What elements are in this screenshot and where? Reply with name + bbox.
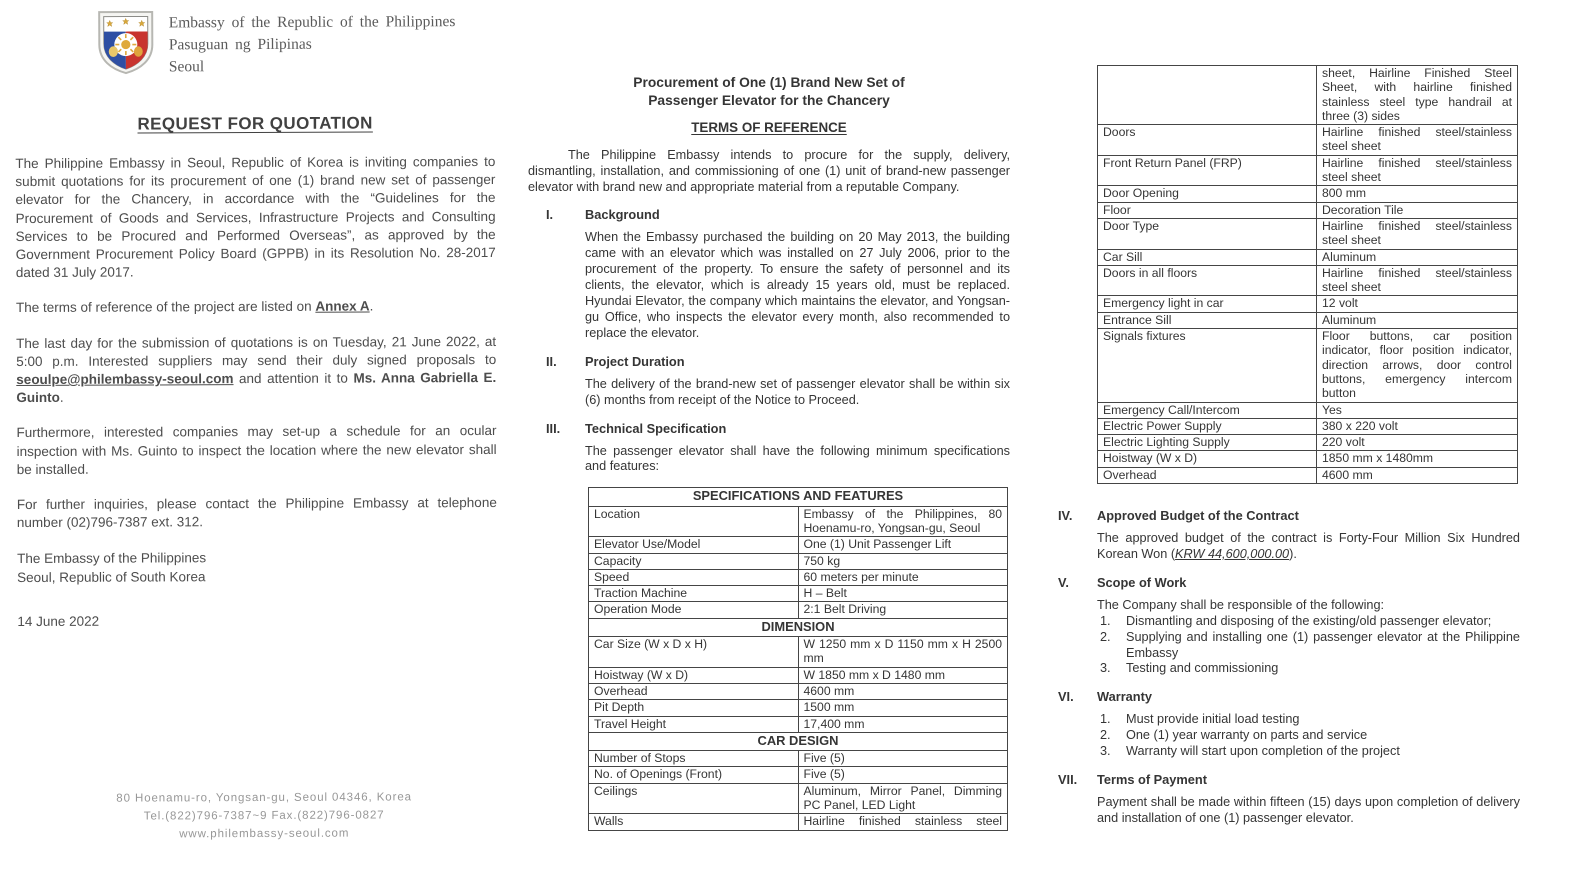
spec-label-cell: Electric Lighting Supply (1098, 435, 1317, 451)
scope-list-item (1100, 614, 1520, 630)
paragraph-text: and attention it to (233, 370, 354, 387)
table-row (1098, 202, 1518, 218)
section-title: Warranty (1097, 689, 1152, 705)
table-row (1098, 155, 1518, 186)
spec-label-cell: Elevator Use/Model (589, 537, 799, 553)
table-row (589, 618, 1008, 636)
spec-value-cell: Decoration Tile (1317, 202, 1518, 218)
spec-value-cell: 17,400 mm (798, 716, 1008, 732)
spec-label-cell: Ceilings (589, 783, 799, 814)
section-title: Technical Specification (585, 420, 727, 436)
table-section-header: CAR DESIGN (589, 732, 1008, 750)
tor-subtitle: TERMS OF REFERENCE (691, 120, 847, 135)
spec-label-cell: Floor (1098, 202, 1317, 218)
table-row (589, 553, 1008, 569)
spec-label-cell (1098, 66, 1317, 125)
table-row (1098, 186, 1518, 202)
list-item-text: Dismantling and disposing of the existing/old passenger elevator; (1126, 613, 1492, 628)
tor-title-line-2: Passenger Elevator for the Chancery (648, 93, 890, 108)
spec-value-cell: W 1850 mm x D 1480 mm (798, 667, 1008, 683)
section-body-technical-specification: The passenger elevator shall have the following minimum specifications and features: (585, 443, 1010, 474)
list-item-text: Warranty will start upon completion of the project (1126, 744, 1400, 759)
section-title: Project Duration (585, 353, 685, 369)
paragraph-submission-deadline (16, 333, 496, 408)
spec-value-cell: 2:1 Belt Driving (798, 602, 1008, 618)
section-title: Scope of Work (1097, 574, 1187, 590)
spec-value-cell: 4600 mm (1317, 467, 1518, 483)
section-heading-approved-budget (1058, 508, 1520, 524)
budget-text: ). (1289, 546, 1297, 561)
spec-value-cell: 800 mm (1317, 186, 1518, 202)
spec-label-cell: Doors in all floors (1098, 265, 1317, 296)
document-date: 14 June 2022 (17, 614, 100, 630)
spec-label-cell: Hoistway (W x D) (589, 667, 799, 683)
table-row (589, 637, 1008, 668)
table-row (589, 814, 1008, 830)
spec-value-cell: W 1250 mm x D 1150 mm x H 2500 mm (798, 637, 1008, 668)
table-row (589, 569, 1008, 585)
spec-value-cell: 380 x 220 volt (1317, 418, 1518, 434)
spec-value-cell: Hairline finished stainless steel (798, 814, 1008, 830)
paragraph-text: . (369, 298, 374, 314)
section-body-background: When the Embassy purchased the building on 20 May 2013, the building came with an elevator which was installed on 27 July 2006, prior to the procurement of the property. To ensure the safety of personnel and its clients, the elevator, which is already 15 years old, must be replaced. Hyundai Elevator, the company which maintains the elevator, and Yongsan-gu Office, who inspects the elevator every month, also recommended to replace the elevator. (585, 230, 1010, 340)
budget-text: The approved budget of the contract is Forty-Four Million Six Hundred Korean Won ( (1097, 531, 1520, 561)
paragraph-text: . (59, 390, 64, 406)
signature-line-2: Seoul, Republic of South Korea (17, 569, 206, 586)
spec-label-cell: Front Return Panel (FRP) (1098, 155, 1317, 186)
spec-value-cell: Five (5) (798, 751, 1008, 767)
spec-value-cell: 1850 mm x 1480mm (1317, 451, 1518, 467)
spec-value-cell: Floor buttons, car position indicator, floor position indicator, direction arrows, door control buttons, emergency intercom button (1317, 329, 1518, 402)
table-row (1098, 265, 1518, 296)
list-item-number: 3. (1100, 744, 1111, 759)
table-row (1098, 125, 1518, 156)
spec-label-cell: Signals fixtures (1098, 329, 1317, 402)
tor-title-line-1: Procurement of One (1) Brand New Set of (633, 75, 905, 90)
spec-label-cell: Number of Stops (589, 751, 799, 767)
spec-label-cell: Overhead (589, 683, 799, 699)
spec-label-cell: Travel Height (589, 716, 799, 732)
section-number: VI. (1058, 689, 1074, 705)
table-row (1098, 467, 1518, 483)
table-section-header: SPECIFICATIONS AND FEATURES (589, 488, 1008, 506)
spec-value-cell: Hairline finished steel/stainless steel sheet (1317, 125, 1518, 156)
footer-website: www.philembassy-seoul.com (179, 827, 350, 841)
list-item-number: 2. (1100, 728, 1111, 743)
spec-value-cell: Hairline finished steel/stainless steel sheet (1317, 155, 1518, 186)
list-item-text: Must provide initial load testing (1126, 712, 1300, 727)
page-request-for-quotation (9, 0, 504, 841)
letterhead (95, 7, 501, 79)
spec-label-cell: Door Type (1098, 218, 1317, 249)
spec-label-cell: Operation Mode (589, 602, 799, 618)
spec-label-cell: Traction Machine (589, 586, 799, 602)
table-section-header: DIMENSION (589, 618, 1008, 636)
table-row (1098, 249, 1518, 265)
page-specifications-continued (1058, 0, 1520, 827)
list-item-number: 1. (1100, 712, 1111, 727)
section-title: Background (585, 207, 660, 223)
warranty-list-item (1100, 744, 1520, 760)
paragraph-ocular-inspection: Furthermore, interested companies may set-up a schedule for an ocular inspection with Ms. Guinto to inspect the location where the new elevator shall be installed. (16, 423, 497, 477)
spec-label-cell: Walls (589, 814, 799, 830)
table-row (589, 537, 1008, 553)
contact-person-name: Ms. Anna Gabriella E. Guinto (16, 369, 497, 406)
paragraph-invitation: The Philippine Embassy in Seoul, Republic of Korea is inviting companies to submit quotations for its procurement of one (1) brand new set of passenger elevator for the Chancery, in accordance with the “Guidelines for the Procurement of Goods and Services, Infrastructure Projects and Consulting Services to be Procured and Performed Overseas”, as approved by the Government Procurement Policy Board (GPPB) in its Resolution No. 28-2017 dated 31 July 2017. (15, 153, 496, 281)
spec-value-cell: Yes (1317, 402, 1518, 418)
warranty-list-item (1100, 728, 1520, 744)
signature-line-1: The Embassy of the Philippines (17, 550, 207, 567)
spec-label-cell: Electric Power Supply (1098, 418, 1317, 434)
section-number: I. (546, 207, 554, 223)
list-item-number: 1. (1100, 613, 1111, 628)
section-heading-project-duration (546, 354, 1010, 370)
tor-title (528, 74, 1010, 110)
tor-intro-paragraph: The Philippine Embassy intends to procure for the supply, delivery, dismantling, installation, and commissioning of one (1) unit of brand-new passenger elevator with brand new and appropriate material from a reputable Company. (528, 148, 1010, 194)
spec-value-cell: Hairline finished steel/stainless steel sheet (1317, 218, 1518, 249)
paragraph-text: The last day for the submission of quotations is on Tuesday, 21 June 2022, at 5:00 p.m. Interested suppliers may send their duly signed proposals to (16, 333, 497, 369)
section-body-project-duration: The delivery of the brand-new set of passenger elevator shall be within six (6) months from receipt of the Notice to Proceed. (585, 376, 1010, 407)
list-item-number: 2. (1100, 629, 1111, 644)
specifications-table-continued (1097, 65, 1518, 484)
section-title: Terms of Payment (1097, 772, 1207, 788)
table-row (589, 506, 1008, 537)
section-heading-warranty (1058, 689, 1520, 705)
section-body-approved-budget (1097, 531, 1520, 563)
spec-value-cell: 750 kg (798, 553, 1008, 569)
footer-address: 80 Hoenamu-ro, Yongsan-gu, Seoul 04346, Korea (116, 791, 412, 805)
annex-a-reference: Annex A (315, 298, 370, 315)
specifications-table (588, 487, 1008, 830)
email-address: seoulpe@philembassy-seoul.com (16, 371, 234, 388)
section-heading-terms-of-payment (1058, 772, 1520, 788)
table-row (589, 783, 1008, 814)
table-row (589, 767, 1008, 783)
table-row (1098, 435, 1518, 451)
spec-label-cell: Overhead (1098, 467, 1317, 483)
table-row (589, 700, 1008, 716)
table-row (589, 488, 1008, 506)
spec-label-cell: Capacity (589, 553, 799, 569)
section-heading-technical-specification (546, 421, 1010, 437)
spec-label-cell: Door Opening (1098, 186, 1317, 202)
spec-value-cell: Five (5) (798, 767, 1008, 783)
paragraph-further-inquiries: For further inquiries, please contact the Philippine Embassy at telephone number (02)796-7387 ext. 312. (16, 494, 497, 531)
philippine-coat-of-arms-logo (95, 8, 157, 74)
spec-value-cell: One (1) Unit Passenger Lift (798, 537, 1008, 553)
spec-value-cell: Aluminum, Mirror Panel, Dimming PC Panel, LED Light (798, 783, 1008, 814)
paragraph-terms-of-reference (16, 297, 496, 317)
letterhead-text (169, 7, 456, 78)
section-heading-background (546, 207, 1010, 223)
page-footer (24, 788, 504, 844)
table-row (589, 586, 1008, 602)
embassy-name-filipino: Pasuguan ng Pilipinas (168, 35, 312, 54)
spec-label-cell: No. of Openings (Front) (589, 767, 799, 783)
paragraph-text: The terms of reference of the project are listed on (15, 299, 316, 316)
table-row (1098, 312, 1518, 328)
embassy-name-english: Embassy of the Republic of the Philippines (168, 13, 456, 32)
spec-value-cell: 1500 mm (798, 700, 1008, 716)
spec-label-cell: Hoistway (W x D) (1098, 451, 1317, 467)
table-row (589, 683, 1008, 699)
scope-list-item (1100, 630, 1520, 662)
spec-value-cell: Aluminum (1317, 249, 1518, 265)
section-heading-scope-of-work (1058, 575, 1520, 591)
spec-label-cell: Car Sill (1098, 249, 1317, 265)
table-row (589, 716, 1008, 732)
spec-value-cell: 60 meters per minute (798, 569, 1008, 585)
spec-value-cell: 220 volt (1317, 435, 1518, 451)
spec-label-cell: Car Size (W x D x H) (589, 637, 799, 668)
spec-value-cell: Embassy of the Philippines, 80 Hoenamu-ro, Yongsan-gu, Seoul (798, 506, 1008, 537)
table-row (1098, 418, 1518, 434)
table-row (1098, 402, 1518, 418)
budget-amount: KRW 44,600,000.00 (1175, 546, 1290, 561)
spec-label-cell: Pit Depth (589, 700, 799, 716)
spec-value-cell: sheet, Hairline Finished Steel Sheet, with hairline finished stainless steel type handrail at three (3) sides (1317, 66, 1518, 125)
warranty-list-item (1100, 712, 1520, 728)
spec-label-cell: Emergency light in car (1098, 296, 1317, 312)
scope-list-item (1100, 661, 1520, 677)
table-row (1098, 66, 1518, 125)
section-number: II. (546, 353, 557, 369)
table-row (1098, 451, 1518, 467)
table-row (589, 732, 1008, 750)
table-row (589, 667, 1008, 683)
spec-value-cell: H – Belt (798, 586, 1008, 602)
spec-value-cell: 12 volt (1317, 296, 1518, 312)
section-number: V. (1058, 574, 1069, 590)
list-item-text: Testing and commissioning (1126, 661, 1279, 676)
scope-lead-text: The Company shall be responsible of the following: (1097, 597, 1385, 612)
list-item-text: One (1) year warranty on parts and service (1126, 728, 1368, 743)
section-number: VII. (1058, 772, 1078, 788)
table-row (1098, 329, 1518, 402)
table-row (1098, 296, 1518, 312)
signature-block (17, 547, 497, 587)
page-title: REQUEST FOR QUOTATION (137, 113, 373, 134)
spec-label-cell: Emergency Call/Intercom (1098, 402, 1317, 418)
table-row (589, 602, 1008, 618)
spec-value-cell: 4600 mm (798, 683, 1008, 699)
page-terms-of-reference (528, 0, 1010, 831)
spec-label-cell: Doors (1098, 125, 1317, 156)
spec-label-cell: Location (589, 506, 799, 537)
spec-value-cell: Aluminum (1317, 312, 1518, 328)
spec-value-cell: Hairline finished steel/stainless steel sheet (1317, 265, 1518, 296)
embassy-city: Seoul (168, 58, 205, 76)
section-title: Approved Budget of the Contract (1097, 508, 1299, 524)
table-row (589, 751, 1008, 767)
list-item-text: Supplying and installing one (1) passenger elevator at the Philippine Embassy (1126, 629, 1520, 660)
list-item-number: 3. (1100, 661, 1111, 676)
footer-tel-fax: Tel.(822)796-7387~9 Fax.(822)796-0827 (143, 809, 385, 823)
section-body-terms-of-payment: Payment shall be made within fifteen (15) days upon completion of delivery and installation of one (1) passenger elevator. (1097, 795, 1520, 825)
spec-label-cell: Speed (589, 569, 799, 585)
section-number: IV. (1058, 508, 1073, 524)
section-number: III. (546, 420, 561, 436)
table-row (1098, 218, 1518, 249)
spec-label-cell: Entrance Sill (1098, 312, 1317, 328)
